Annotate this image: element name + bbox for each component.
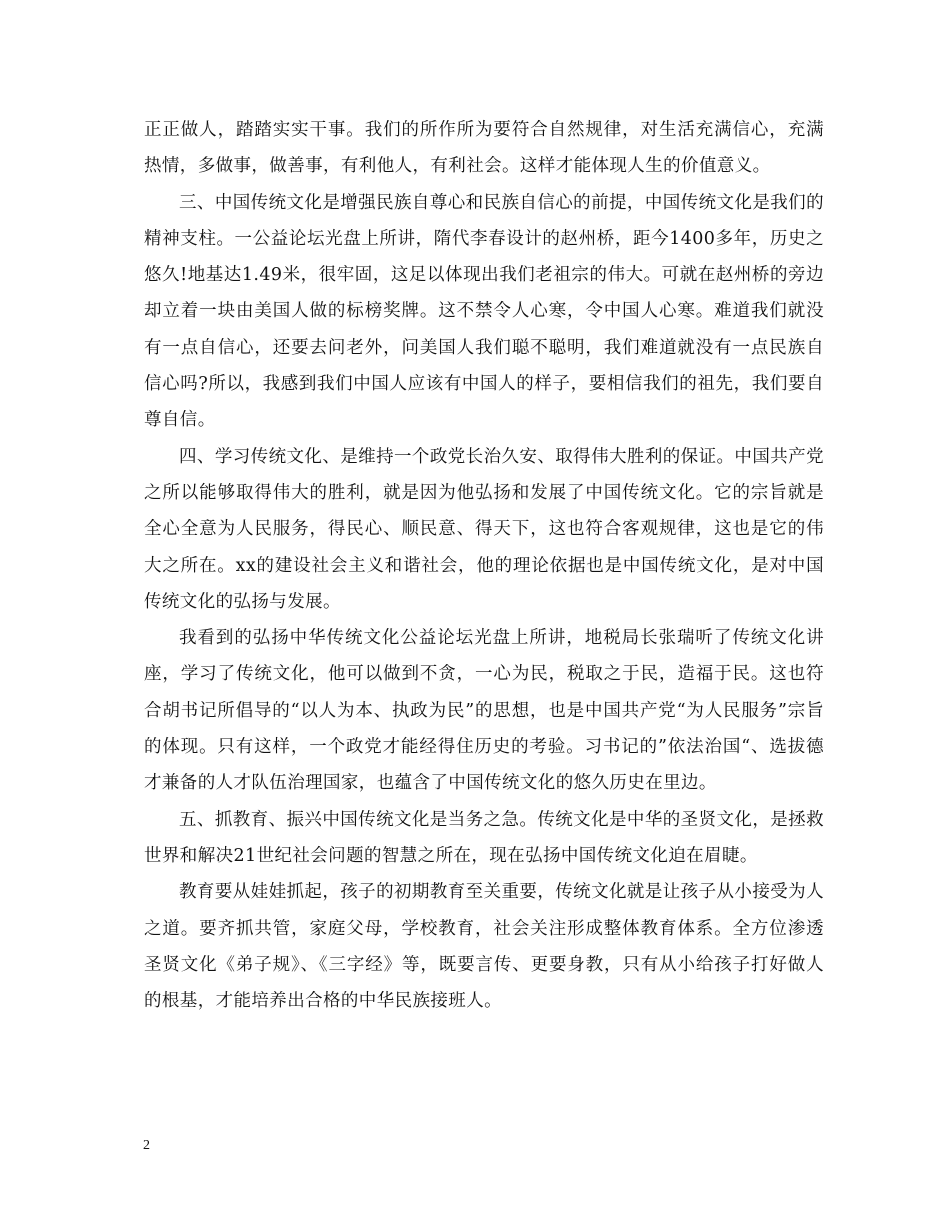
document-body: [144, 112, 824, 1019]
paragraph-section-five: 五、抓教育、振兴中国传统文化是当务之急。传统文化是中华的圣贤文化，是拯救世界和解决21世纪社会问题的智慧之所在，现在弘扬中国传统文化迫在眉睫。: [144, 809, 824, 866]
paragraph-tax-bureau-example: 我看到的弘扬中华传统文化公益论坛光盘上所讲，地税局长张瑞听了传统文化讲座，学习了传统文化，他可以做到不贪，一心为民，税取之于民，造福于民。这也符合胡书记所倡导的“以人为本、执政为民”的思想，也是中国共产党“为人民服务”宗旨的体现。只有这样，一个政党才能经得住历史的考验。习书记的”依法治国“、选拔德才兼备的人才队伍治理国家，也蕴含了中国传统文化的悠久历史在里边。: [144, 628, 824, 794]
paragraph-continuation: 正正做人，踏踏实实干事。我们的所作所为要符合自然规律，对生活充满信心，充满热情，多做事，做善事，有利他人，有利社会。这样才能体现人生的价值意义。: [144, 120, 824, 177]
paragraph-education: 教育要从娃娃抓起，孩子的初期教育至关重要，传统文化就是让孩子从小接受为人之道。要齐抓共管，家庭父母，学校教育，社会关注形成整体教育体系。全方位渗透圣贤文化《弟子规》、《三字经》等，既要言传、更要身教，只有从小给孩子打好做人的根基，才能培养出合格的中华民族接班人。: [144, 882, 824, 1012]
page-number: 2: [143, 1138, 150, 1153]
paragraph-section-four: 四、学习传统文化、是维持一个政党长治久安、取得伟大胜利的保证。中国共产党之所以能够取得伟大的胜利，就是因为他弘扬和发展了中国传统文化。它的宗旨就是全心全意为人民服务，得民心、顺民意、得天下，这也符合客观规律，这也是它的伟大之所在。xx的建设社会主义和谐社会，他的理论依据也是中国传统文化，是对中国传统文化的弘扬与发展。: [144, 446, 824, 612]
paragraph-section-three: 三、中国传统文化是增强民族自尊心和民族自信心的前提，中国传统文化是我们的精神支柱。一公益论坛光盘上所讲，隋代李春设计的赵州桥，距今1400多年，历史之悠久!地基达1.49米，很牢固，这足以体现出我们老祖宗的伟大。可就在赵州桥的旁边却立着一块由美国人做的标榜奖牌。这不禁令人心寒，令中国人心寒。难道我们就没有一点自信心，还要去问老外，问美国人我们聪不聪明，我们难道就没有一点民族自信心吗?所以，我感到我们中国人应该有中国人的样子，要相信我们的祖先，我们要自尊自信。: [144, 192, 824, 431]
